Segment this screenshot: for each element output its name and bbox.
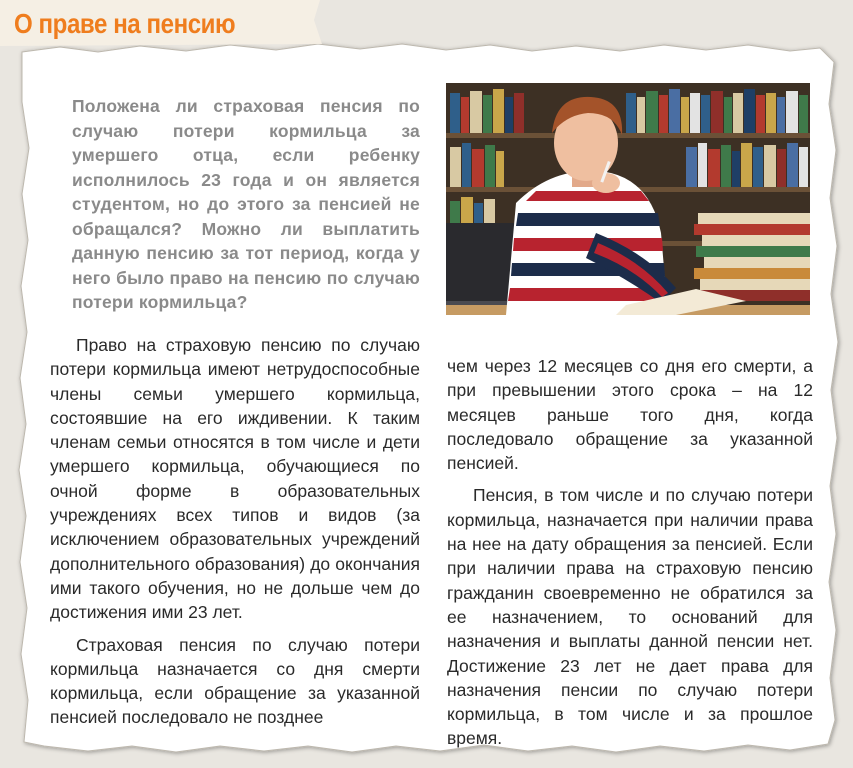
answer-paragraph-2: Страховая пенсия по случаю потери кормильца назначается со дня смерти кормильца, если обращение за указанной пенсией последовало не позднее xyxy=(50,634,420,728)
question-text: Положена ли страховая пенсия по случаю потери кормильца за умершего отца, если ребенку исполнилось 23 года и он является студентом, но до этого за пенсией не обращался? Можно ли выплатить данную пенсию за тот период, когда у него было право на пенсию по случаю потери кормильца? xyxy=(72,96,420,312)
answer-paragraph-3: Пенсия, в том числе и по случаю потери кормильца, назначается при наличии права на нее на дату обращения за пенсией. Если при наличии права на страховую пенсию гражданин своевременно не обратился за ее назначением, то оснований для назначения и выплаты данной пенсии нет. Достижение 23 лет не дает права для назначения пенсии по случаю потери кормильца, в том числе и за прошлое время. xyxy=(447,485,813,749)
answer-column-right xyxy=(447,354,813,751)
answer-paragraph-1: Право на страховую пенсию по случаю потери кормильца имеют нетрудоспособные члены семьи умершего кормильца, состоявшие на его иждивении. К таким членам семьи относятся в том числе и дети умершего кормильца, обучающиеся по очной форме в образовательных учреждениях всех типов и видов (за исключением образовательных учреждений дополнительного образования) до окончания ими такого обучения, но не дольше чем до достижения ими 23 лет. xyxy=(50,335,420,623)
photo-illustration xyxy=(446,83,810,315)
answer-paragraph-2-continued: чем через 12 месяцев со дня его смерти, а при превышении этого срока – на 12 месяцев раньше того дня, когда последовало обращение за указанной пенсией. xyxy=(447,356,813,474)
answer-column-left xyxy=(50,333,420,730)
student-reading-photo xyxy=(446,83,810,315)
page-title: О праве на пенсию xyxy=(14,8,236,39)
title-bar xyxy=(0,0,320,52)
